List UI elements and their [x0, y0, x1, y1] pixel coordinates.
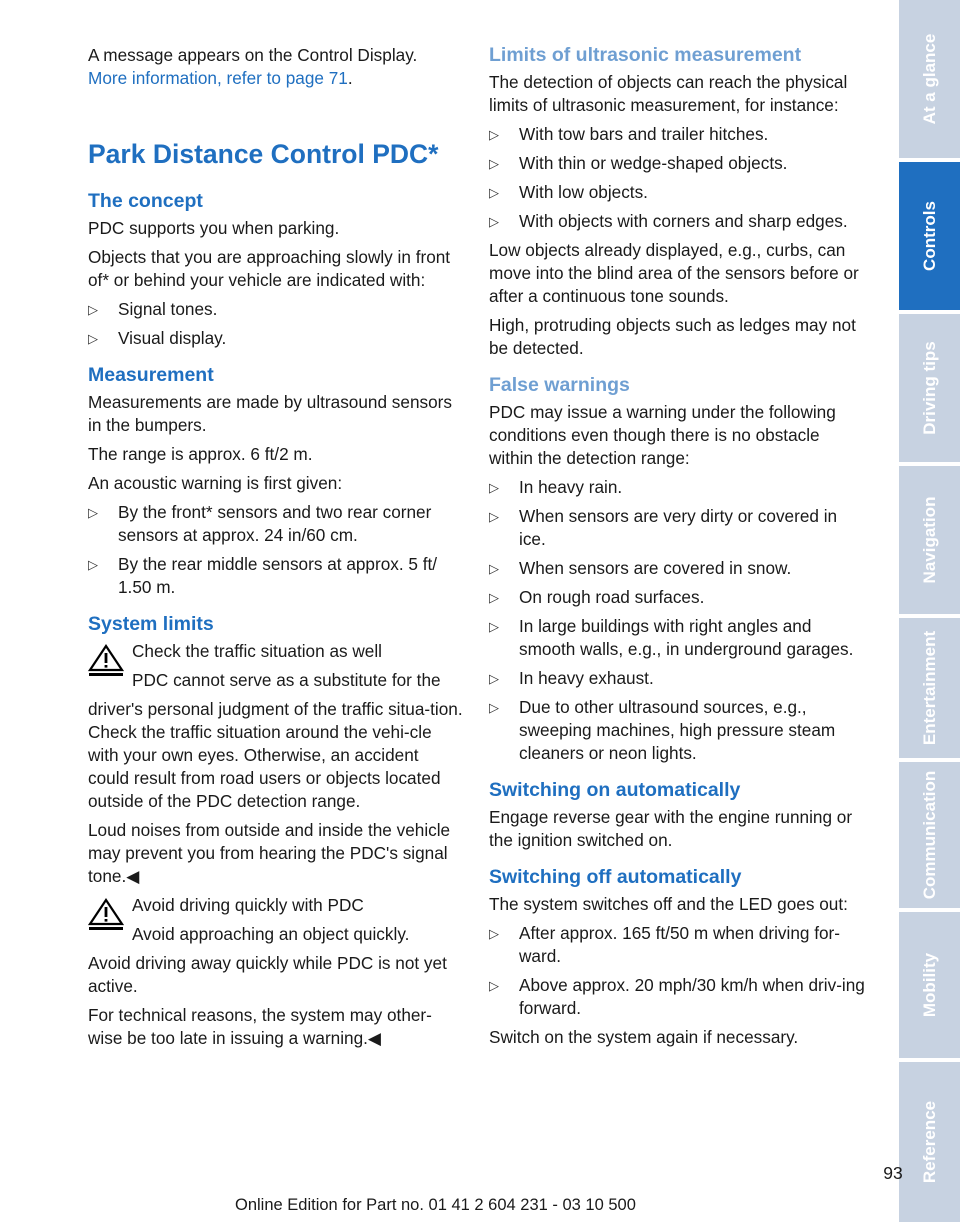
list-item [489, 557, 865, 580]
warning-block-2 [88, 894, 464, 946]
warning-block-1 [88, 640, 464, 692]
list-item [489, 586, 865, 609]
bullet-triangle-icon: ▷ [489, 926, 499, 941]
ultrasonic-paragraph-2: Low objects already displayed, e.g., curbs, can move into the blind area of the sensors before or after a continuous tone sounds. [489, 240, 859, 306]
list-item-text: Due to other ultrasound sources, e.g., sweeping machines, high pressure steam cleaners or neon lights. [519, 697, 836, 763]
tab-label: Reference [919, 1100, 939, 1184]
ultrasonic-paragraph-3: High, protruding objects such as ledges may not be detected. [489, 315, 856, 358]
list-item-text: When sensors are very dirty or covered in ice. [519, 506, 838, 549]
section-title: Park Distance Control PDC* [88, 139, 439, 169]
switching-on-paragraph: Engage reverse gear with the engine running or the ignition switched on. [489, 807, 853, 850]
list-item [489, 123, 865, 146]
switching-off-heading: Switching off automatically [489, 866, 742, 888]
page-reference-link[interactable]: More information, refer to page 71 [88, 68, 348, 88]
list-item-text: In heavy rain. [519, 477, 623, 497]
list-item-text: When sensors are covered in snow. [519, 558, 792, 578]
bullet-triangle-icon: ▷ [88, 302, 98, 317]
list-item-text: Signal tones. [118, 299, 218, 319]
tab-navigation[interactable] [899, 466, 960, 614]
list-item-text: With tow bars and trailer hitches. [519, 124, 769, 144]
bullet-triangle-icon: ▷ [489, 561, 499, 576]
concept-heading: The concept [88, 190, 203, 212]
intro-period: . [347, 68, 353, 88]
system-limits-heading: System limits [88, 613, 214, 635]
list-item-text: On rough road surfaces. [519, 587, 705, 607]
measurement-heading: Measurement [88, 364, 214, 386]
list-item-text: In heavy exhaust. [519, 668, 654, 688]
bullet-triangle-icon: ▷ [489, 127, 499, 142]
bullet-triangle-icon: ▷ [489, 509, 499, 524]
concept-paragraph-2: Objects that you are approaching slowly in front of* or behind your vehicle are indicated with: [88, 247, 451, 290]
bullet-triangle-icon: ▷ [489, 619, 499, 634]
intro-text: A message appears on the Control Display. [88, 45, 418, 65]
list-item-text: By the front* sensors and two rear corner sensors at approx. 24 in/60 cm. [118, 502, 432, 545]
list-item-text: In large buildings with right angles and smooth walls, e.g., in underground garages. [519, 616, 854, 659]
list-item [489, 505, 865, 551]
tab-label: Communication [919, 770, 939, 900]
right-column [489, 44, 865, 1055]
tab-communication[interactable] [899, 762, 960, 908]
warning-1-text: driver's personal judgment of the traffic situa-tion. Check the traffic situation around the vehi-cle with your own eyes. Otherwise, an accident could result from road users or objects located outside of the PDC detection range. [88, 699, 463, 811]
tab-driving-tips[interactable] [899, 314, 960, 462]
list-item [88, 298, 464, 321]
bullet-triangle-icon: ▷ [489, 185, 499, 200]
bullet-triangle-icon: ▷ [88, 331, 98, 346]
list-item-text: With thin or wedge-shaped objects. [519, 153, 788, 173]
list-item-text: With objects with corners and sharp edges. [519, 211, 848, 231]
tab-label: Driving tips [919, 341, 939, 435]
tab-label: Mobility [919, 952, 939, 1018]
measurement-paragraph-2: The range is approx. 6 ft/2 m. [88, 444, 313, 464]
switching-on-heading: Switching on automatically [489, 779, 741, 801]
list-item [489, 696, 865, 765]
page-number: 93 [883, 1163, 903, 1183]
list-item-text: After approx. 165 ft/50 m when driving for-ward. [519, 923, 840, 966]
list-item-text: With low objects. [519, 182, 648, 202]
switching-off-list [489, 922, 865, 1020]
measurement-list [88, 501, 464, 599]
list-item [88, 553, 464, 599]
list-item-text: Visual display. [118, 328, 227, 348]
left-column [88, 44, 464, 1056]
list-item [489, 152, 865, 175]
ultrasonic-paragraph-1: The detection of objects can reach the physical limits of ultrasonic measurement, for instance: [489, 72, 848, 115]
bullet-triangle-icon: ▷ [489, 671, 499, 686]
concept-paragraph-1: PDC supports you when parking. [88, 218, 340, 238]
warning-1-paragraph-2: Loud noises from outside and inside the vehicle may prevent you from hearing the PDC's signal tone.◀ [88, 820, 451, 886]
bullet-triangle-icon: ▷ [88, 557, 98, 572]
switching-off-paragraph: The system switches off and the LED goes out: [489, 894, 848, 914]
list-item [489, 974, 865, 1020]
list-item [489, 615, 865, 661]
bullet-triangle-icon: ▷ [489, 214, 499, 229]
bullet-triangle-icon: ▷ [489, 480, 499, 495]
footer-edition: Online Edition for Part no. 01 41 2 604 231 - 03 10 500 [235, 1196, 636, 1214]
bullet-triangle-icon: ▷ [489, 590, 499, 605]
ultrasonic-limits-heading: Limits of ultrasonic measurement [489, 44, 802, 66]
page-number-bar [907, 1160, 911, 1218]
warning-triangle-icon [88, 898, 124, 930]
tab-entertainment[interactable] [899, 618, 960, 758]
tab-mobility[interactable] [899, 912, 960, 1058]
list-item-text: By the rear middle sensors at approx. 5 ft/ 1.50 m. [118, 554, 438, 597]
tab-label: Entertainment [919, 630, 939, 746]
measurement-paragraph-3: An acoustic warning is first given: [88, 473, 343, 493]
list-item [489, 476, 865, 499]
list-item [489, 667, 865, 690]
list-item [489, 181, 865, 204]
concept-list [88, 298, 464, 350]
switching-off-paragraph-2: Switch on the system again if necessary. [489, 1027, 799, 1047]
bullet-triangle-icon: ▷ [489, 978, 499, 993]
tab-at-a-glance[interactable] [899, 0, 960, 158]
warning-2-title: Avoid driving quickly with PDC [132, 895, 364, 915]
false-warnings-list [489, 476, 865, 765]
warning-2-first-line: Avoid approaching an object quickly. [132, 924, 410, 944]
list-item [88, 327, 464, 350]
warning-2-paragraph-3: For technical reasons, the system may other-wise be too late in issuing a warning.◀ [88, 1005, 432, 1048]
bullet-triangle-icon: ▷ [489, 700, 499, 715]
ultrasonic-list [489, 123, 865, 233]
warning-2-paragraph-2: Avoid driving away quickly while PDC is not yet active. [88, 953, 447, 996]
bullet-triangle-icon: ▷ [88, 505, 98, 520]
tab-controls[interactable] [899, 162, 960, 310]
chapter-tabs [899, 0, 960, 1222]
false-warnings-heading: False warnings [489, 374, 630, 396]
list-item [489, 210, 865, 233]
tab-label: Controls [919, 201, 939, 271]
false-warnings-paragraph: PDC may issue a warning under the following conditions even though there is no obstacle within the detection range: [489, 402, 836, 468]
warning-1-first-line: PDC cannot serve as a substitute for the [132, 670, 441, 690]
measurement-paragraph-1: Measurements are made by ultrasound sensors in the bumpers. [88, 392, 452, 435]
list-item-text: Above approx. 20 mph/30 km/h when driv-ing forward. [519, 975, 865, 1018]
list-item [88, 501, 464, 547]
list-item [489, 922, 865, 968]
bullet-triangle-icon: ▷ [489, 156, 499, 171]
warning-triangle-icon [88, 644, 124, 676]
tab-label: At a glance [919, 33, 939, 125]
tab-label: Navigation [919, 496, 939, 584]
warning-1-title: Check the traffic situation as well [132, 641, 382, 661]
intro-message [88, 44, 464, 90]
